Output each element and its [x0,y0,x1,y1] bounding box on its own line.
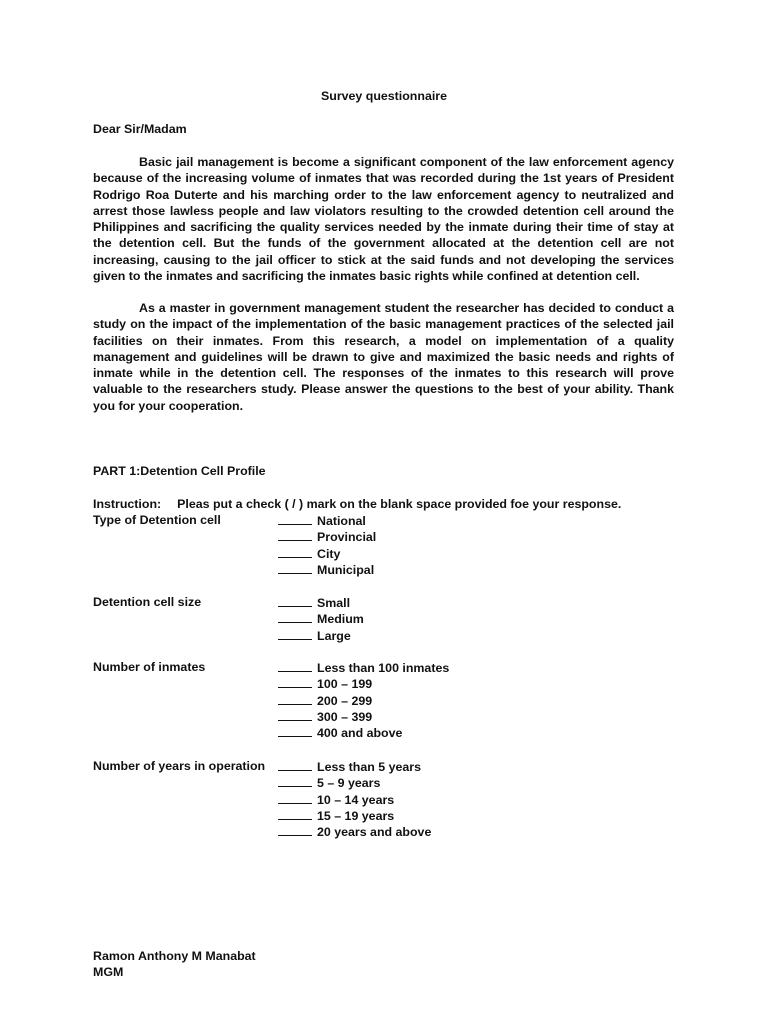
intro-paragraph-1: Basic jail management is become a significant component of the law enforcement agency because of the increasing volume of inmates that was recorded during the 1st years of President Rodrigo Roa Duterte and his marching order to the law enforcement agency to neutralized and arrest those lawless people and law violators resulting to the crowded detention cell around the Philippines and sacrificing the quality services needed by the inmate during their time of stay at the detention cell. But the funds of the government allocated at the detention cell are not increasing, causing to the jail officer to stick at the said funds and not developing the services given to the inmates and sacrificing the inmates basic rights while confined at detention cell. [93,155,674,284]
option-label: National [317,514,366,528]
option-list [278,759,431,840]
check-blank[interactable] [278,775,312,787]
option-label: Less than 5 years [317,760,422,774]
instruction-text: Pleas put a check ( / ) mark on the blank space provided foe your response. [177,497,622,511]
option-label: 100 – 199 [317,677,373,692]
check-blank[interactable] [278,709,312,721]
check-blank[interactable] [278,628,312,640]
check-blank[interactable] [278,562,312,574]
option-item[interactable] [278,611,364,627]
check-blank[interactable] [278,546,312,558]
check-blank[interactable] [278,595,312,607]
part-heading: PART 1:Detention Cell Profile [93,464,266,478]
question-label: Type of Detention cell [93,513,221,527]
option-item[interactable] [278,660,449,676]
option-label: 200 – 299 [317,693,373,708]
check-blank[interactable] [278,725,312,737]
instruction [93,497,621,511]
option-item[interactable] [278,759,431,775]
option-item[interactable] [278,824,431,840]
check-blank[interactable] [278,676,312,688]
salutation: Dear Sir/Madam [93,122,187,136]
option-item[interactable] [278,676,449,692]
option-label: 20 years and above [317,825,432,840]
option-label: Provincial [317,530,377,545]
option-item[interactable] [278,775,431,791]
check-blank[interactable] [278,611,312,623]
question-label: Number of inmates [93,660,206,674]
signature-name: Ramon Anthony M Manabat [93,949,256,963]
option-item[interactable] [278,693,449,709]
signature-block [93,948,256,981]
question-label: Number of years in operation [93,759,266,773]
check-blank[interactable] [278,824,312,836]
document-title: Survey questionnaire [320,89,447,103]
option-list [278,660,449,741]
option-item[interactable] [278,792,431,808]
option-label: 5 – 9 years [317,776,381,791]
check-blank[interactable] [278,759,312,771]
option-item[interactable] [278,709,449,725]
option-item[interactable] [278,628,364,644]
option-label: Small [317,596,351,610]
check-blank[interactable] [278,513,312,525]
option-item[interactable] [278,808,431,824]
option-item[interactable] [278,513,376,529]
check-blank[interactable] [278,660,312,672]
intro-paragraph-2: As a master in government management student the researcher has decided to conduct a study on the impact of the implementation of the basic management practices of the selected jail facilities on their inmates. From this research, a model on implementation of a quality management and guidelines will be drawn to give and maximized the basic needs and rights of inmate while in the detention cell. The responses of the inmates to this research will prove valuable to the researchers study. Please answer the questions to the best of your ability. Thank you for your cooperation. [93,301,674,413]
check-blank[interactable] [278,792,312,804]
option-item[interactable] [278,595,364,611]
option-label: Large [317,628,351,643]
question-label: Detention cell size [93,595,202,609]
check-blank[interactable] [278,808,312,820]
option-label: 400 and above [317,726,403,741]
instruction-label: Instruction: [93,497,162,511]
option-label: 15 – 19 years [317,808,395,823]
option-label: Municipal [317,562,375,577]
option-item[interactable] [278,546,376,562]
option-label: Medium [317,612,364,627]
option-item[interactable] [278,562,376,578]
option-list [278,595,364,644]
option-label: 10 – 14 years [317,792,395,807]
option-label: Less than 100 inmates [317,661,450,675]
option-label: City [317,546,341,561]
check-blank[interactable] [278,529,312,541]
option-list [278,513,376,578]
check-blank[interactable] [278,693,312,705]
signature-title: MGM [93,965,124,980]
option-item[interactable] [278,529,376,545]
option-label: 300 – 399 [317,709,373,724]
option-item[interactable] [278,725,449,741]
